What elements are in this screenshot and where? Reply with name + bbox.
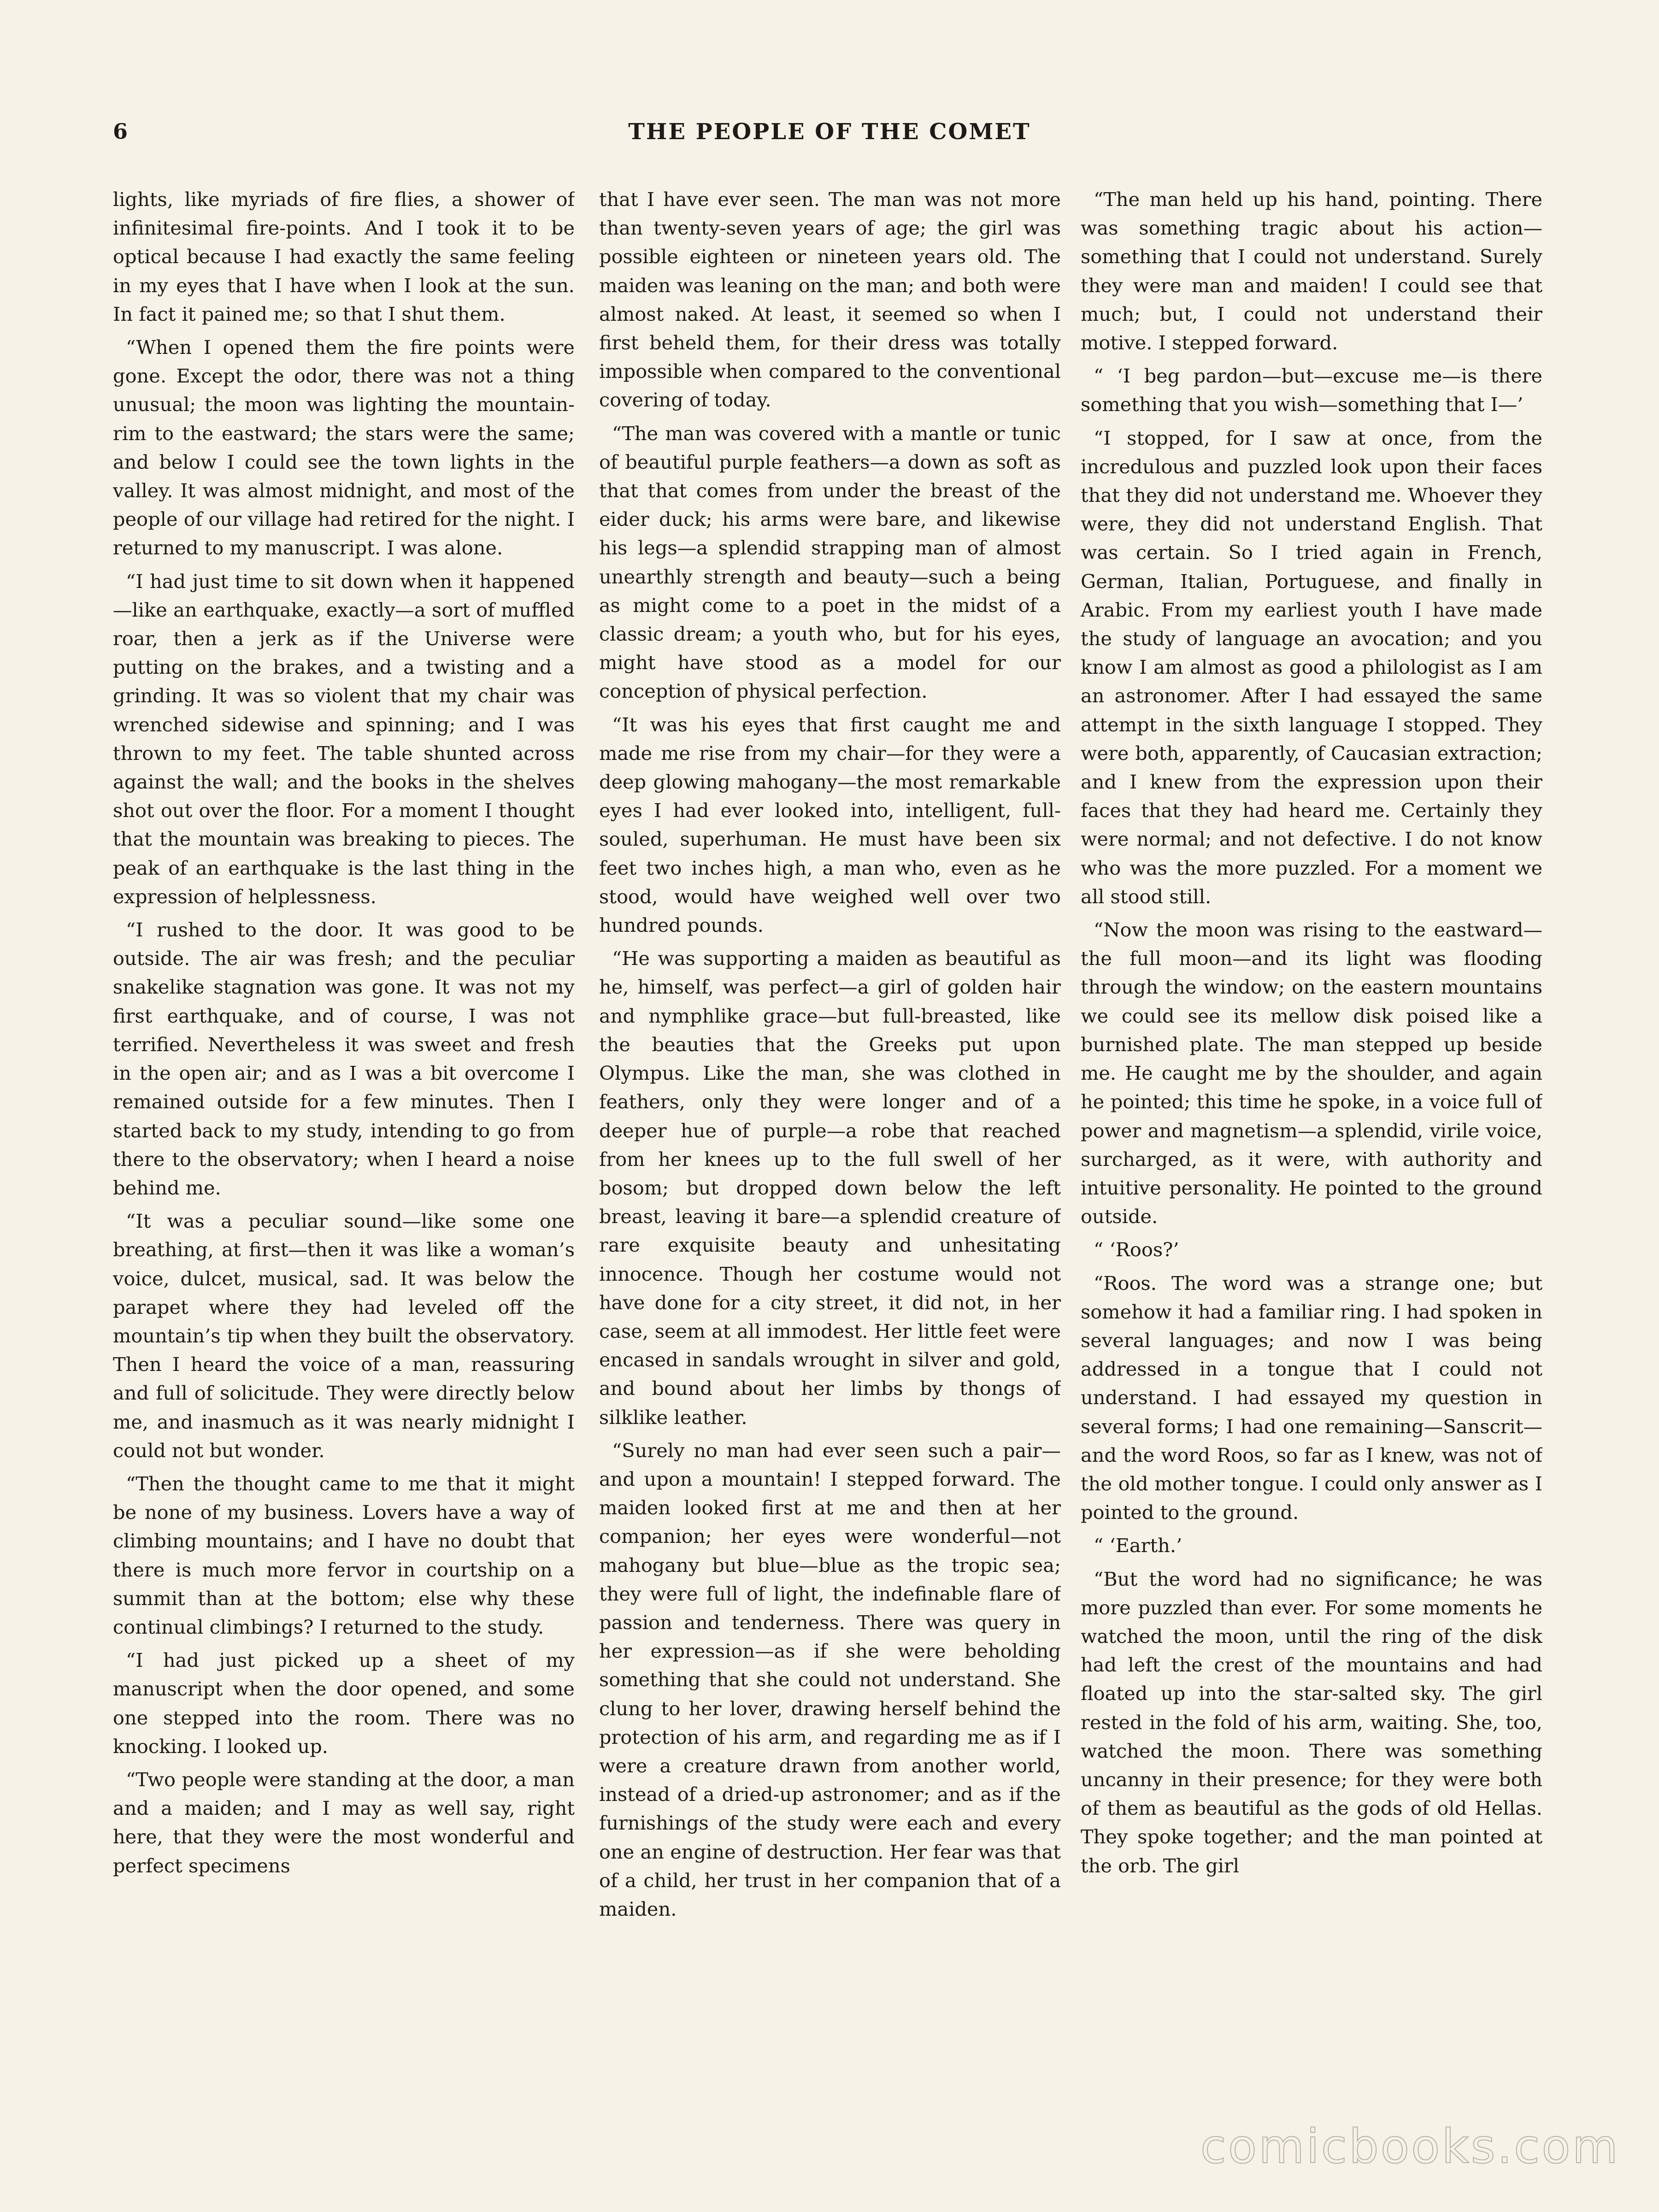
watermark: comicbooks.com [1200, 2119, 1620, 2174]
page-number: 6 [113, 119, 128, 144]
paragraph: “I stopped, for I saw at once, from the incredulous and puzzled look upon their faces that they did not understand me. Whoever they were, they did not understand English. That was certain. So I tried again in French, German, Italian, Portuguese, and finally in Arabic. From my earliest youth I have made the study of language an avocation; and you know I am almost as good a philologist as I am an astronomer. After I had essayed the same attempt in the sixth language I stopped. They were both, apparently, of Caucasian extraction; and I knew from the expression upon their faces that they had heard me. Certainly they were normal; and not defective. I do not know who was the more puzzled. For a moment we all stood still. [1081, 426, 1542, 908]
running-title: THE PEOPLE OF THE COMET [628, 119, 1031, 145]
paragraph: “Now the moon was rising to the eastward—the full moon—and its light was flooding through the window; on the eastern mountains we could see its mellow disk poised like a burnished plate. The man stepped up beside me. He caught me by the shoulder, and again he pointed; this time he spoke, in a voice full of power and magnetism—a splendid, virile voice, surcharged, as it were, with authority and intuitive personality. He pointed to the ground outside. [1081, 918, 1542, 1228]
paragraph: “ ‘I beg pardon—but—excuse me—is there something that you wish—something that I—’ [1081, 365, 1542, 416]
paragraph: “Then the thought came to me that it might be none of my business. Lovers have a way of climbing mountains; and I have no doubt that there is much more fervor in courtship on a summit than at the bottom; else why these continual climbings? I returned to the study. [113, 1472, 575, 1638]
paragraph: that I have ever seen. The man was not more than twenty-seven years of age; the girl was possible eighteen or nineteen years old. The maiden was leaning on the man; and both were almost naked. At least, it seemed so when I first beheld them, for their dress was totally impossible when compared to the conventional covering of today. [599, 188, 1061, 412]
text-column-3 [1081, 185, 1542, 2079]
paragraph: “It was a peculiar sound—like some one breathing, at first—then it was like a woman’s voice, dulcet, musical, sad. It was below the parapet where they had leveled off the mountain’s tip when they built the observatory. Then I heard the voice of a man, reassuring and full of solicitude. They were directly below me, and inasmuch as it was nearly midnight I could not but wonder. [113, 1210, 575, 1462]
paragraph: “I had just time to sit down when it happened—like an earthquake, exactly—a sort of muffled roar, then a jerk as if the Universe were putting on the brakes, and a twisting and a grinding. It was so violent that my chair was wrenched sidewise and spinning; and I was thrown to my feet. The table shunted across against the wall; and the books in the shelves shot out over the floor. For a moment I thought that the mountain was breaking to pieces. The peak of an earthquake is the last thing in the expression of helplessness. [113, 570, 575, 908]
paragraph: “But the word had no significance; he was more puzzled than ever. For some moments he watched the moon, until the ring of the disk had left the crest of the mountains and had floated up into the star-salted sky. The girl rested in the fold of his arm, waiting. She, too, watched the moon. There was something uncanny in their presence; for they were both of them as beautiful as the gods of old Hellas. They spoke together; and the man pointed at the orb. The girl [1081, 1567, 1542, 1877]
paragraph: “The man held up his hand, pointing. There was something tragic about his action—something that I could not understand. Surely they were man and maiden! I could see that much; but, I could not understand their motive. I stepped forward. [1081, 188, 1542, 354]
paragraph: “The man was covered with a mantle or tunic of beautiful purple feathers—a down as soft as that that comes from under the breast of the eider duck; his arms were bare, and likewise his legs—a splendid strapping man of almost unearthly strength and beauty—such a being as might come to a poet in the midst of a classic dream; a youth who, but for his eyes, might have stood as a model for our conception of physical perfection. [599, 422, 1061, 703]
text-column-2 [599, 185, 1061, 2079]
paragraph: “ ‘Earth.’ [1094, 1534, 1182, 1557]
text-column-1 [113, 185, 575, 2079]
paragraph: “Roos. The word was a strange one; but somehow it had a familiar ring. I had spoken in several languages; and now I was being addressed in a tongue that I could not understand. I had essayed my question in several forms; I had one remaining—Sanscrit—and the word Roos, so far as I knew, was not of the old mother tongue. I could only answer as I pointed to the ground. [1081, 1271, 1542, 1524]
paragraph: “I rushed to the door. It was good to be outside. The air was fresh; and the peculiar snakelike stagnation was gone. It was not my first earthquake, and of course, I was not terrified. Nevertheless it was sweet and fresh in the open air; and as I was a bit overcome I remained outside for a few minutes. Then I started back to my study, intending to go from there to the observatory; when I heard a noise behind me. [113, 918, 575, 1199]
paragraph: “ ‘Roos?’ [1094, 1238, 1179, 1261]
paragraph: lights, like myriads of fire flies, a shower of infinitesimal fire-points. And I took it to be optical because I had exactly the same feeling in my eyes that I have when I look at the sun. In fact it pained me; so that I shut them. [113, 188, 575, 325]
paragraph: “It was his eyes that first caught me and made me rise from my chair—for they were a deep glowing mahogany—the most remarkable eyes I had ever looked into, intelligent, full-souled, superhuman. He must have been six feet two inches high, a man who, even as he stood, would have weighed well over two hundred pounds. [599, 713, 1061, 937]
paragraph: “When I opened them the fire points were gone. Except the odor, there was not a thing unusual; the moon was lighting the mountain-rim to the eastward; the stars were the same; and below I could see the town lights in the valley. It was almost midnight, and most of the people of our village had retired for the night. I returned to my manuscript. I was alone. [113, 336, 575, 559]
paragraph: “I had just picked up a sheet of my manuscript when the door opened, and some one stepped into the room. There was no knocking. I looked up. [113, 1649, 575, 1758]
paragraph: “Two people were standing at the door, a man and a maiden; and I may as well say, right here, that they were the most wonderful and perfect specimens [113, 1768, 575, 1877]
paragraph: “He was supporting a maiden as beautiful as he, himself, was perfect—a girl of golden hair and nymphlike grace—but full-breasted, like the beauties that the Greeks put upon Olympus. Like the man, she was clothed in feathers, only they were longer and of a deeper hue of purple—a robe that reached from her knees up to the full swell of her bosom; but dropped down below the left breast, leaving it bare—a splendid creature of rare exquisite beauty and unhesitating innocence. Though her costume would not have done for a city street, it did not, in her case, seem at all immodest. Her little feet were encased in sandals wrought in silver and gold, and bound about her limbs by thongs of silklike leather. [599, 947, 1061, 1429]
paragraph: “Surely no man had ever seen such a pair—and upon a mountain! I stepped forward. The maiden looked first at me and then at her companion; her eyes were wonderful—not mahogany but blue—blue as the tropic sea; they were full of light, the indefinable flare of passion and tenderness. There was query in her expression—as if she were beholding something that she could not understand. She clung to her lover, drawing herself behind the protection of his arm, and regarding me as if I were a creature drawn from another world, instead of a dried-up astronomer; and as if the furnishings of the study were each and every one an engine of destruction. Her fear was that of a child, her trust in her companion that of a maiden. [599, 1439, 1061, 1920]
